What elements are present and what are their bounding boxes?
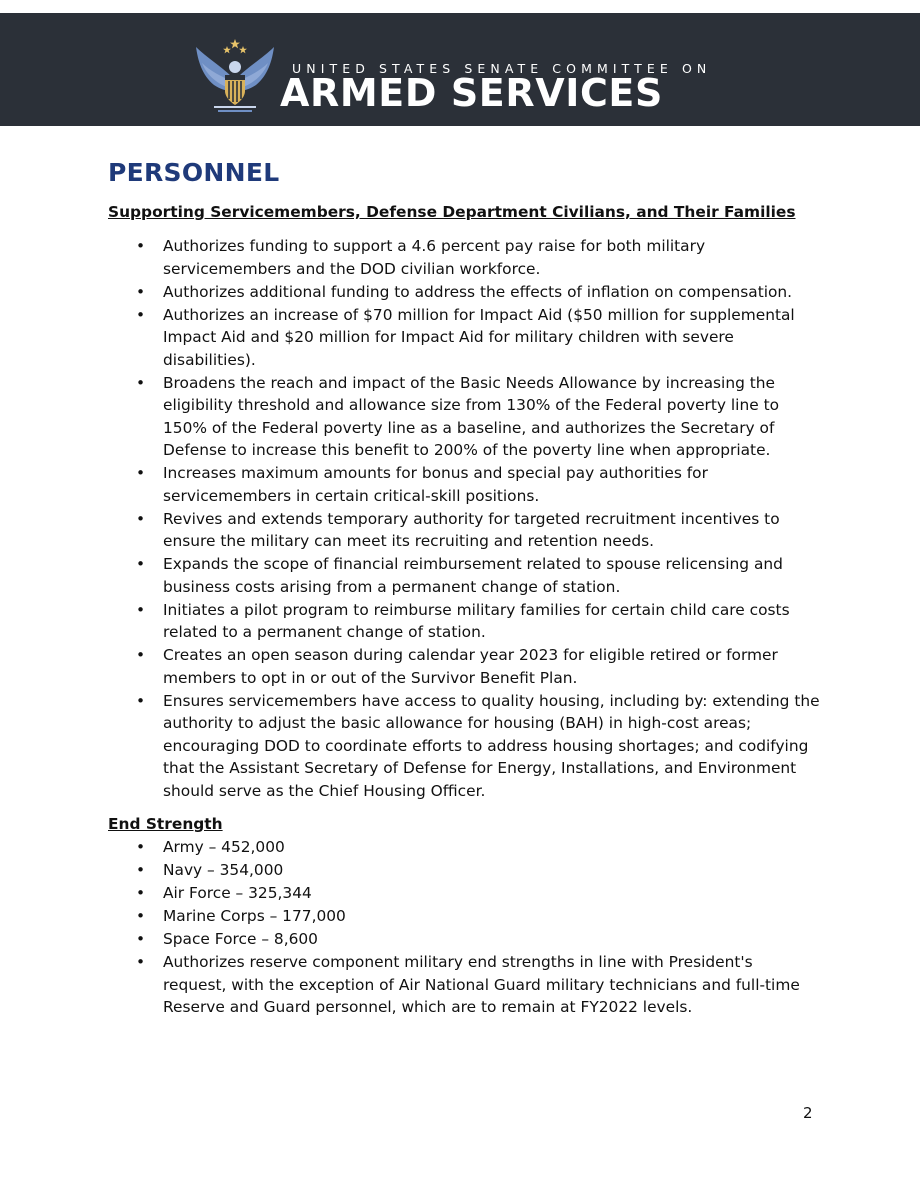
list-item-text: Space Force – 8,600 <box>163 930 318 948</box>
list-item <box>108 304 820 372</box>
list-item-text: Expands the scope of financial reimbursement related to spouse relicensing and business costs arising from a permanent change of station. <box>163 555 783 596</box>
list-item <box>108 690 820 803</box>
list-item <box>108 905 820 928</box>
section-heading-end-strength: End Strength <box>108 815 223 833</box>
bullet-icon: • <box>136 953 146 971</box>
list-item-text: Navy – 354,000 <box>163 861 284 879</box>
list-item <box>108 644 820 689</box>
list-item-text: Ensures servicemembers have access to quality housing, including by: extending the authority to adjust the basic allowance for housing (BAH) in high-cost areas; encouraging DOD to coordinate efforts to address housing shortages; and codifying that the Assistant Secretary of Defense for Energy, Installations, and Environment should serve as the Chief Housing Officer. <box>163 691 820 800</box>
bullet-icon: • <box>136 646 146 664</box>
bullet-icon: • <box>136 930 146 948</box>
document-body <box>108 157 820 1019</box>
list-item-text: Broadens the reach and impact of the Basic Needs Allowance by increasing the eligibility threshold and allowance size from 130% of the Federal poverty line to 150% of the Federal poverty line as a baseline, and authorizes the Secretary of Defense to increase this benefit to 200% of the poverty line when appropriate. <box>163 373 780 459</box>
bullet-icon: • <box>136 861 146 879</box>
page-number: 2 <box>803 1104 813 1122</box>
list-item <box>108 462 820 507</box>
list-item-text: Marine Corps – 177,000 <box>163 907 346 925</box>
bullet-icon: • <box>136 509 146 528</box>
list-item <box>108 553 820 598</box>
list-item <box>108 836 820 859</box>
bullet-icon: • <box>136 305 146 324</box>
bullet-icon: • <box>136 282 146 301</box>
bullet-icon: • <box>136 691 146 710</box>
bullet-icon: • <box>136 600 146 619</box>
list-item-text: Army – 452,000 <box>163 838 285 856</box>
bullet-icon: • <box>136 464 146 482</box>
eagle-seal-icon <box>192 37 278 117</box>
list-item <box>108 859 820 882</box>
list-item-text: Authorizes funding to support a 4.6 percent pay raise for both military servicemembers and the DOD civilian workforce. <box>163 237 706 278</box>
banner-subtitle: UNITED STATES SENATE COMMITTEE ON <box>292 61 712 76</box>
list-item-text: Authorizes reserve component military end strengths in line with President's request, with the exception of Air National Guard military technicians and full-time Reserve and Guard personnel, which are to remain at FY2022 levels. <box>163 953 800 1016</box>
bullet-icon: • <box>136 373 146 392</box>
list-item <box>108 928 820 951</box>
end-strength-list <box>108 836 820 1019</box>
bullet-icon: • <box>136 884 146 902</box>
list-item <box>108 508 820 553</box>
list-item <box>108 281 820 304</box>
list-item-text: Initiates a pilot program to reimburse military families for certain child care costs related to a permanent change of station. <box>163 600 790 641</box>
list-item <box>108 882 820 905</box>
list-item <box>108 235 820 280</box>
bullet-icon: • <box>136 555 146 573</box>
list-item-text: Authorizes an increase of $70 million for Impact Aid ($50 million for supplemental Impact Aid and $20 million for Impact Aid for military children with severe disabilities). <box>163 305 795 369</box>
list-item-text: Authorizes additional funding to address the effects of inflation on compensation. <box>163 282 793 301</box>
banner-title: ARMED SERVICES <box>280 71 663 115</box>
list-item <box>108 372 820 462</box>
support-list <box>108 235 820 802</box>
section-heading-support: Supporting Servicemembers, Defense Department Civilians, and Their Families <box>108 203 796 221</box>
list-item-text: Air Force – 325,344 <box>163 884 312 902</box>
page-title: PERSONNEL <box>108 158 280 187</box>
header-banner <box>0 13 920 126</box>
list-item <box>108 951 820 1019</box>
list-item-text: Creates an open season during calendar year 2023 for eligible retired or former members to opt in or out of the Survivor Benefit Plan. <box>163 646 778 687</box>
list-item-text: Increases maximum amounts for bonus and special pay authorities for servicemembers in certain critical-skill positions. <box>163 464 708 505</box>
list-item-text: Revives and extends temporary authority for targeted recruitment incentives to ensure the military can meet its recruiting and retention needs. <box>163 509 780 550</box>
bullet-icon: • <box>136 907 146 925</box>
bullet-icon: • <box>136 237 146 255</box>
bullet-icon: • <box>136 838 146 856</box>
list-item <box>108 599 820 644</box>
